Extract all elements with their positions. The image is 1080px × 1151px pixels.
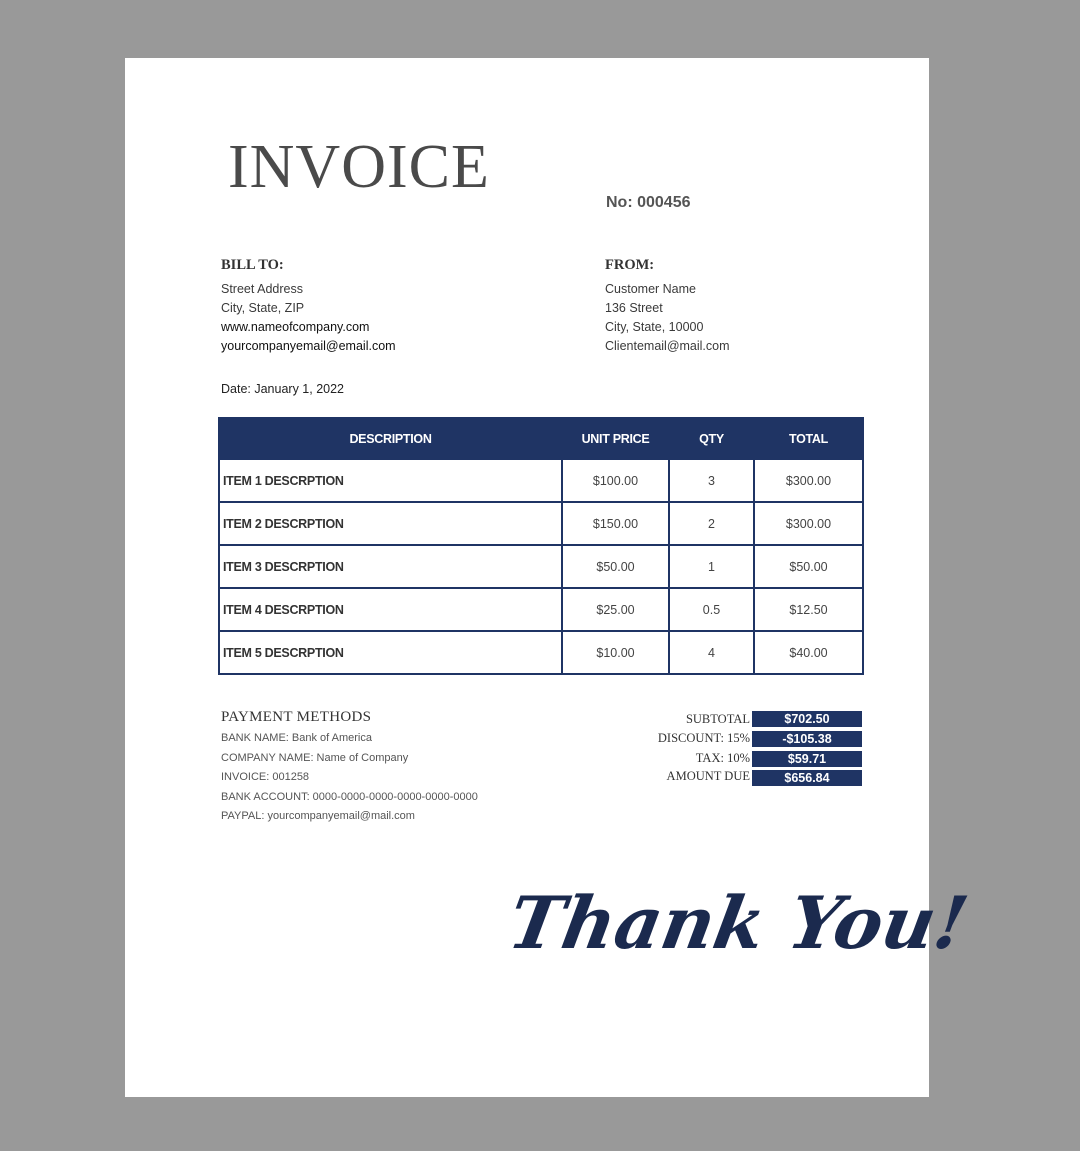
thank-you-text: Thank You! — [502, 881, 975, 966]
amount-due-value: $656.84 — [752, 770, 862, 786]
item-description: ITEM 1 DESCRPTION — [219, 459, 562, 502]
table-row — [219, 588, 863, 631]
table-row — [219, 502, 863, 545]
bill-to-block — [221, 257, 396, 356]
item-total: $300.00 — [754, 502, 863, 545]
table-row — [219, 459, 863, 502]
payment-line-invoice: INVOICE: 001258 — [221, 771, 310, 783]
payment-line-bank: BANK NAME: Bank of America — [221, 732, 372, 744]
from-email: Clientemail@mail.com — [605, 339, 730, 353]
bill-to-line: Street Address — [221, 282, 303, 296]
item-unit-price: $100.00 — [562, 459, 669, 502]
item-total: $50.00 — [754, 545, 863, 588]
item-qty: 1 — [669, 545, 754, 588]
item-total: $40.00 — [754, 631, 863, 674]
tax-value: $59.71 — [752, 751, 862, 767]
item-qty: 3 — [669, 459, 754, 502]
item-qty: 2 — [669, 502, 754, 545]
header-total: TOTAL — [754, 418, 863, 459]
from-heading: FROM: — [605, 257, 655, 273]
from-line: City, State, 10000 — [605, 320, 704, 334]
item-description: ITEM 4 DESCRPTION — [219, 588, 562, 631]
item-total: $12.50 — [754, 588, 863, 631]
invoice-page — [125, 58, 975, 1097]
item-unit-price: $25.00 — [562, 588, 669, 631]
payment-methods-heading: PAYMENT METHODS — [221, 709, 372, 725]
header-unit-price: UNIT PRICE — [562, 418, 669, 459]
discount-label: DISCOUNT: 15% — [657, 731, 750, 745]
discount-value: -$105.38 — [752, 731, 862, 747]
bill-to-heading: BILL TO: — [221, 257, 284, 273]
table-row — [219, 545, 863, 588]
item-description: ITEM 5 DESCRPTION — [219, 631, 562, 674]
from-line: 136 Street — [605, 301, 663, 315]
invoice-date: Date: January 1, 2022 — [221, 382, 344, 396]
bill-to-line: City, State, ZIP — [221, 301, 305, 315]
invoice-number: No: 000456 — [606, 194, 691, 211]
item-description: ITEM 2 DESCRPTION — [219, 502, 562, 545]
item-total: $300.00 — [754, 459, 863, 502]
tax-label: TAX: 10% — [695, 751, 750, 765]
table-header-row — [219, 418, 863, 459]
header-description: DESCRIPTION — [219, 418, 562, 459]
bill-to-website: www.nameofcompany.com — [221, 320, 370, 334]
table-row — [219, 631, 863, 674]
bill-to-email: yourcompanyemail@email.com — [221, 339, 396, 353]
payment-line-account: BANK ACCOUNT: 0000-0000-0000-0000-0000-0000 — [221, 790, 478, 803]
items-table — [218, 417, 864, 675]
from-block — [605, 257, 730, 356]
item-qty: 4 — [669, 631, 754, 674]
item-unit-price: $150.00 — [562, 502, 669, 545]
payment-line-paypal: PAYPAL: yourcompanyemail@mail.com — [221, 810, 415, 822]
subtotal-label: SUBTOTAL — [685, 712, 750, 726]
thank-you-script — [495, 848, 975, 988]
from-line: Customer Name — [605, 282, 696, 296]
item-qty: 0.5 — [669, 588, 754, 631]
invoice-title: INVOICE — [228, 133, 490, 201]
item-unit-price: $50.00 — [562, 545, 669, 588]
payment-line-company: COMPANY NAME: Name of Company — [221, 751, 409, 764]
header-qty: QTY — [669, 418, 754, 459]
subtotal-value: $702.50 — [752, 711, 862, 727]
amount-due-label: AMOUNT DUE — [666, 769, 750, 783]
item-unit-price: $10.00 — [562, 631, 669, 674]
payment-methods-block — [221, 709, 478, 827]
item-description: ITEM 3 DESCRPTION — [219, 545, 562, 588]
